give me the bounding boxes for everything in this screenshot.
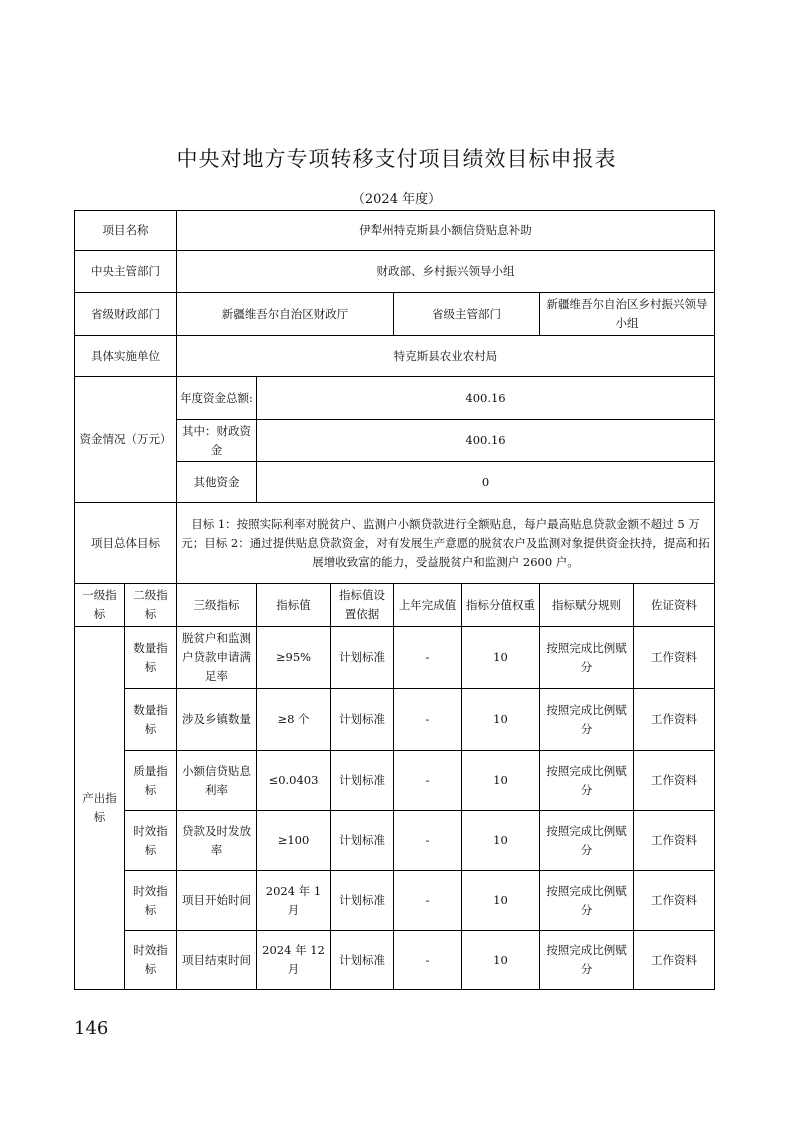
indicator-row: [75, 871, 715, 931]
central-dept-row: [75, 251, 715, 293]
basis-cell: 计划标准: [331, 751, 394, 811]
evidence-cell: 工作资料: [634, 871, 715, 931]
funds-fiscal-value: 400.16: [257, 420, 715, 462]
header-weight: 指标分值权重: [462, 584, 540, 627]
goal-text: 目标 1：按照实际利率对脱贫户、监测户小额贷款进行全额贴息，每户最高贴息贷款金额不超过 5 万元；目标 2：通过提供贴息贷款资金，对有发展生产意愿的脱贫农户及监测对象提供资金扶持，提高和拓展增收致富的能力，受益脱贫户和监测户 2600 户。: [177, 503, 715, 584]
basis-cell: 计划标准: [331, 627, 394, 689]
last-year-cell: -: [394, 689, 462, 751]
rule-cell: 按照完成比例赋分: [540, 627, 634, 689]
unit-value: 特克斯县农业农村局: [177, 336, 715, 377]
basis-cell: 计划标准: [331, 931, 394, 990]
evidence-cell: 工作资料: [634, 811, 715, 871]
indicator-row: [75, 689, 715, 751]
weight-cell: 10: [462, 627, 540, 689]
last-year-cell: -: [394, 811, 462, 871]
indicator-header-row: [75, 584, 715, 627]
value-cell: ≥8 个: [257, 689, 331, 751]
level3-cell: 涉及乡镇数量: [177, 689, 257, 751]
level3-cell: 项目开始时间: [177, 871, 257, 931]
page-number: 146: [74, 1018, 109, 1039]
level3-cell: 项目结束时间: [177, 931, 257, 990]
funds-label: [75, 377, 177, 503]
header-level1: 一级指标: [75, 584, 125, 627]
weight-cell: 10: [462, 689, 540, 751]
page-title: 中央对地方专项转移支付项目绩效目标申报表: [176, 147, 617, 171]
prov-dept-value: 新疆维吾尔自治区乡村振兴领导小组: [540, 293, 715, 336]
last-year-cell: -: [394, 931, 462, 990]
evidence-cell: 工作资料: [634, 931, 715, 990]
weight-cell: 10: [462, 751, 540, 811]
level3-cell: 脱贫户和监测户贷款申请满足率: [177, 627, 257, 689]
project-name-value: 伊犁州特克斯县小额信贷贴息补助: [177, 211, 715, 251]
level2-cell: 时效指标: [125, 871, 177, 931]
header-level2: 二级指标: [125, 584, 177, 627]
value-cell: ≥100: [257, 811, 331, 871]
level2-cell: 数量指标: [125, 627, 177, 689]
prov-dept-label: 省级主管部门: [394, 293, 540, 336]
header-rule: 指标赋分规则: [540, 584, 634, 627]
last-year-cell: -: [394, 871, 462, 931]
weight-cell: 10: [462, 811, 540, 871]
funds-total-label: 年度资金总额:: [177, 377, 257, 420]
header-basis: 指标值设置依据: [331, 584, 394, 627]
header-evidence: 佐证资料: [634, 584, 715, 627]
prov-finance-label: 省级财政部门: [75, 293, 177, 336]
indicator-row: [75, 751, 715, 811]
last-year-cell: -: [394, 627, 462, 689]
value-cell: ≤0.0403: [257, 751, 331, 811]
performance-target-form: [74, 210, 715, 990]
level2-cell: 质量指标: [125, 751, 177, 811]
overall-goal-row: [75, 503, 715, 584]
indicator-row: [75, 931, 715, 990]
indicator-row: [75, 811, 715, 871]
basis-cell: 计划标准: [331, 871, 394, 931]
basis-cell: 计划标准: [331, 689, 394, 751]
funds-label-text: 资金情况（万元）: [79, 432, 172, 446]
project-name-label: 项目名称: [75, 211, 177, 251]
level2-cell: 数量指标: [125, 689, 177, 751]
weight-cell: 10: [462, 871, 540, 931]
project-name-row: [75, 211, 715, 251]
year-subtitle: （2024 年度）: [351, 192, 442, 207]
header-level3: 三级指标: [177, 584, 257, 627]
level2-cell: 时效指标: [125, 931, 177, 990]
level3-cell: 小额信贷贴息利率: [177, 751, 257, 811]
funds-other-value: 0: [257, 462, 715, 503]
value-cell: 2024 年 12 月: [257, 931, 331, 990]
evidence-cell: 工作资料: [634, 751, 715, 811]
rule-cell: 按照完成比例赋分: [540, 811, 634, 871]
rule-cell: 按照完成比例赋分: [540, 871, 634, 931]
basis-cell: 计划标准: [331, 811, 394, 871]
funds-fiscal-label: 其中：财政资金: [177, 420, 257, 462]
last-year-cell: -: [394, 751, 462, 811]
level3-cell: 贷款及时发放率: [177, 811, 257, 871]
central-dept-value: 财政部、乡村振兴领导小组: [177, 251, 715, 293]
indicator-row: [75, 627, 715, 689]
level1-output: 产出指标: [75, 627, 125, 990]
header-last-year: 上年完成值: [394, 584, 462, 627]
level2-cell: 时效指标: [125, 811, 177, 871]
implementing-unit-row: [75, 336, 715, 377]
rule-cell: 按照完成比例赋分: [540, 931, 634, 990]
funds-other-label: 其他资金: [177, 462, 257, 503]
prov-finance-value: 新疆维吾尔自治区财政厅: [177, 293, 394, 336]
provincial-dept-row: [75, 293, 715, 336]
weight-cell: 10: [462, 931, 540, 990]
header-value: 指标值: [257, 584, 331, 627]
central-dept-label: 中央主管部门: [75, 251, 177, 293]
rule-cell: 按照完成比例赋分: [540, 751, 634, 811]
value-cell: 2024 年 1 月: [257, 871, 331, 931]
funds-total-value: 400.16: [257, 377, 715, 420]
evidence-cell: 工作资料: [634, 627, 715, 689]
value-cell: ≥95%: [257, 627, 331, 689]
evidence-cell: 工作资料: [634, 689, 715, 751]
rule-cell: 按照完成比例赋分: [540, 689, 634, 751]
funds-total-row: [75, 377, 715, 420]
unit-label: 具体实施单位: [75, 336, 177, 377]
goal-label: 项目总体目标: [75, 503, 177, 584]
